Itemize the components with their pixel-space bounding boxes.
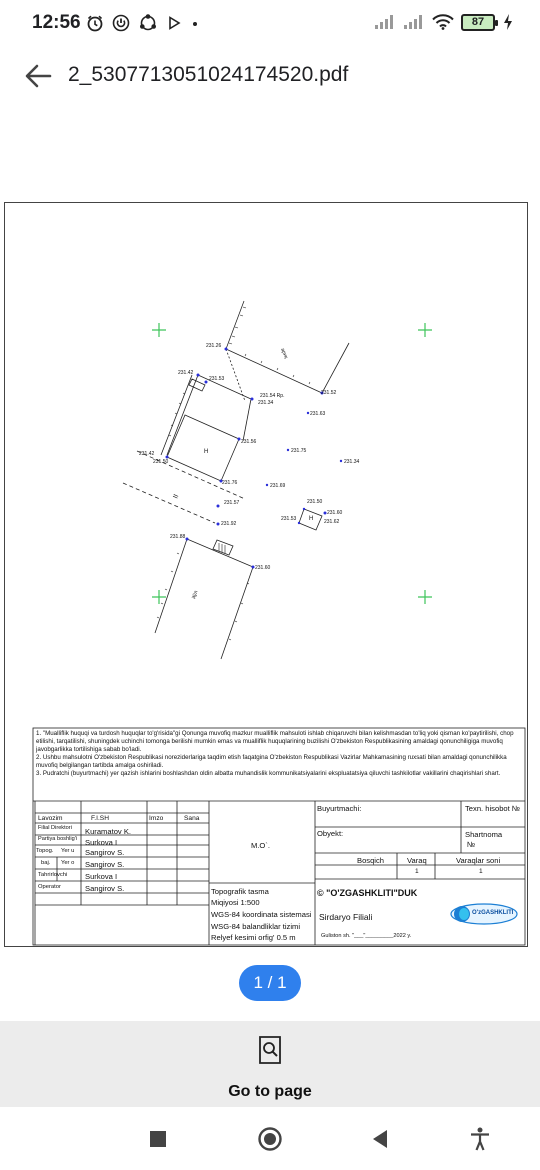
elevation-labels bbox=[139, 343, 360, 600]
row-role: Filial Direktori bbox=[38, 825, 72, 831]
elev-label: 231.34 bbox=[344, 459, 360, 465]
street-label: ариқ bbox=[279, 347, 289, 360]
elev-label: 231.69 bbox=[270, 483, 286, 489]
status-icons-left bbox=[86, 13, 200, 33]
label-varaq: Varaq bbox=[407, 856, 427, 865]
elev-label: 231.50 bbox=[307, 499, 323, 505]
elevation-points bbox=[166, 348, 343, 569]
go-to-page-button[interactable] bbox=[200, 1031, 340, 1101]
filial-name: Sirdaryo Filiali bbox=[319, 912, 373, 922]
accessibility-icon bbox=[469, 1127, 491, 1151]
elev-label: 231.42 bbox=[139, 451, 155, 457]
row-name: Sangirov S. bbox=[85, 884, 125, 893]
value-varaq: 1 bbox=[415, 868, 419, 875]
document-notes bbox=[36, 730, 524, 778]
row-name: Sangirov S. bbox=[85, 848, 125, 857]
home-button[interactable] bbox=[256, 1125, 284, 1153]
elev-label: 231.63 bbox=[310, 411, 326, 417]
status-icons-right bbox=[374, 13, 514, 31]
row-role: Partiya boshlig'i bbox=[38, 836, 78, 842]
label-buyurtmachi: Buyurtmachi: bbox=[317, 804, 362, 813]
topo-line-1: Topografik tasma bbox=[211, 887, 269, 896]
square-icon bbox=[149, 1130, 167, 1148]
elev-label: 231.53 bbox=[281, 516, 297, 522]
label-varaqlar: Varaqlar soni bbox=[456, 856, 501, 865]
elev-label: 231.34 bbox=[258, 400, 274, 406]
elev-label: 231.42 bbox=[178, 370, 194, 376]
stamp-mark: M.O`. bbox=[251, 841, 270, 850]
elev-label: 231.57 bbox=[224, 500, 240, 506]
elev-label: 231.60 bbox=[255, 565, 271, 571]
elev-label: 231.54 Rp. bbox=[260, 393, 285, 399]
back-button[interactable] bbox=[20, 58, 56, 94]
topo-line-4: WSG-84 balandliklar tizimi bbox=[211, 922, 301, 931]
signal-icon-2 bbox=[403, 14, 425, 30]
row-role: Yer o bbox=[61, 860, 75, 866]
elev-label: 231.53 bbox=[209, 376, 225, 382]
page-search-icon bbox=[257, 1035, 283, 1065]
head-sana: Sana bbox=[184, 815, 200, 822]
note-1: 1. "Mualliflik huquqi va turdosh huquqlar to'g'risida"gi Qonunga muvofiq mazkur mualliflik mahsuloti ishlab chiqaruvchi bilan kelishmasdan to'liq yoki qisman ko'paytirilishi, chop etilishi, tarqatilishi, shuningdek uchinchi tomonga berilishi mumkin emas va mualliflik huquqlarining buzilishi O'zbekiston Respublikasining amaldagi qonunchiligiga muvofiq javobgarlikka tortilishiga sabab bo'ladi. bbox=[36, 730, 514, 753]
app-bar bbox=[0, 46, 540, 108]
battery-level: 87 bbox=[471, 16, 485, 28]
signal-icon bbox=[374, 14, 396, 30]
topo-line-2: Miqiyosi 1:500 bbox=[211, 898, 260, 907]
label-shartnoma: Shartnoma bbox=[465, 830, 503, 839]
company-logo bbox=[449, 903, 519, 925]
accessibility-button[interactable] bbox=[466, 1125, 494, 1153]
page-indicator: 1 / 1 bbox=[239, 965, 301, 1001]
status-time: 12:56 bbox=[32, 12, 81, 33]
status-bar bbox=[0, 0, 540, 46]
row-name: Surkova I bbox=[85, 872, 118, 881]
row-role: Tahrirlovchi bbox=[38, 872, 68, 878]
wifi-icon bbox=[432, 14, 454, 30]
head-imzo: Imzo bbox=[149, 815, 164, 822]
sync-icon bbox=[138, 13, 158, 33]
triangle-left-icon bbox=[371, 1129, 389, 1149]
row-role: Yer u bbox=[61, 848, 75, 854]
charging-icon bbox=[502, 13, 514, 31]
elev-label: 231.26 bbox=[206, 343, 222, 349]
row-name: Kuramatov K. bbox=[85, 827, 132, 836]
battery-icon bbox=[461, 14, 495, 31]
label-texn: Texn. hisobot № bbox=[465, 804, 521, 813]
street-label: йўл bbox=[191, 589, 200, 600]
label-bosqich: Bosqich bbox=[357, 856, 385, 865]
topographic-plan bbox=[5, 203, 529, 948]
elev-label: 231.60 bbox=[327, 510, 343, 516]
note-3: 3. Pudratchi (buyurtmachi) yer qazish ishlarini boshlashdan oldin albatta muhandislik kommunikatsiyalarini ekspluatatsiya qiluvchi tashkilotlar vakillarini chaqirishlari shart. bbox=[36, 770, 501, 777]
logo-text: O'zGASHKLITI bbox=[472, 910, 514, 916]
org-name: © "O'ZGASHKLITI"DUK bbox=[317, 888, 418, 898]
elev-label: 231.75 bbox=[291, 448, 307, 454]
play-icon bbox=[166, 15, 182, 31]
topo-line-5: Relyef kesimi orfig' 0.5 m bbox=[211, 933, 296, 942]
elev-label: 231.76 bbox=[222, 480, 238, 486]
label-shartnoma-no: № bbox=[467, 840, 476, 849]
note-2: 2. Ushbu mahsulotni O'zbekiston Respublikasi noreziderlariga taqdim etish faqatgina O'zbekiston Respublikasi Vazirlar Mahkamasining ruxsati bilan amaldagi qonunchilikka muvofiq belgilangan tartibda amalga oshiriladi. bbox=[36, 754, 507, 769]
elev-label: 231.50 bbox=[153, 459, 169, 465]
bottom-panel bbox=[0, 1021, 540, 1107]
elev-label: 231.56 bbox=[241, 439, 257, 445]
row-role: Operator bbox=[38, 884, 61, 890]
building-label: Н bbox=[204, 449, 209, 455]
pdf-page[interactable] bbox=[4, 202, 528, 947]
label-obyekt: Obyekt: bbox=[317, 829, 344, 838]
row-name: Surkova I bbox=[85, 838, 118, 847]
building-label: Н bbox=[309, 516, 314, 522]
grid-crosses bbox=[152, 323, 432, 604]
elev-label: 231.92 bbox=[221, 521, 237, 527]
navigation-bar bbox=[0, 1107, 540, 1170]
head-lavozim: Lavozim bbox=[38, 815, 63, 822]
file-title: 2_5307713051024174520.pdf bbox=[68, 63, 349, 86]
value-varaqlar: 1 bbox=[479, 868, 483, 875]
topo-line-3: WGS-84 koordinata sistemasi bbox=[211, 910, 312, 919]
row-role: Topog. bbox=[36, 848, 54, 854]
arrow-left-icon bbox=[24, 62, 52, 90]
dot-icon bbox=[190, 15, 200, 31]
elev-label: 231.52 bbox=[321, 390, 337, 396]
road-label: II bbox=[172, 493, 181, 500]
row-name: Sangirov S. bbox=[85, 860, 125, 869]
elev-label: 231.88 bbox=[170, 534, 186, 540]
recents-button[interactable] bbox=[144, 1125, 172, 1153]
back-nav-button[interactable] bbox=[366, 1125, 394, 1153]
alarm-icon bbox=[86, 14, 104, 32]
circle-icon bbox=[257, 1126, 283, 1152]
row-role: baj. bbox=[41, 860, 51, 866]
head-fish: F.I.SH bbox=[91, 815, 109, 822]
power-icon bbox=[112, 14, 130, 32]
city-date: Guliston sh. "___"_________2022 y. bbox=[321, 933, 412, 939]
elev-label: 231.62 bbox=[324, 519, 340, 525]
go-to-page-label: Go to page bbox=[228, 1083, 312, 1100]
